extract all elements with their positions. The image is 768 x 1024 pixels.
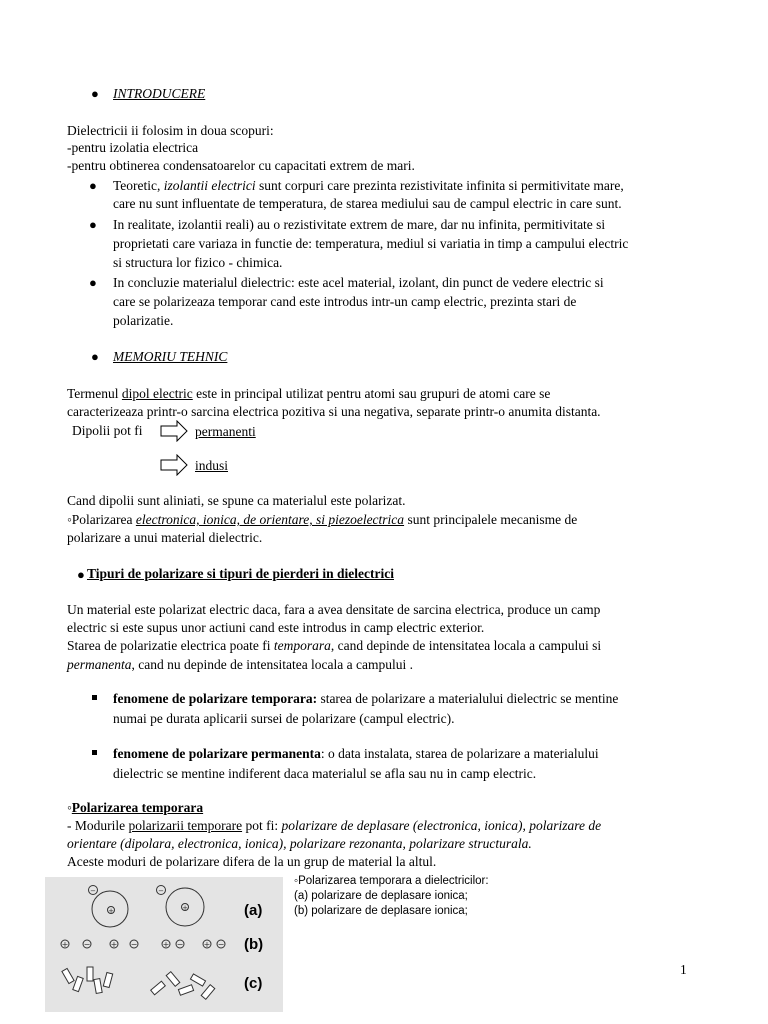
bullet-2-line-3: si structura lor fizico - chimica. [113, 255, 283, 270]
intro-line-3: -pentru obtinerea condensatoarelor cu capacitati extrem de mari. [67, 158, 415, 173]
svg-text:−: − [217, 940, 225, 949]
text: Teoretic, [113, 178, 161, 193]
square-bullet-icon [92, 750, 97, 755]
bullet-icon: ● [89, 178, 97, 193]
text: ◦Polarizarea [67, 512, 133, 527]
text: este in principal utilizat pentru atomi sau grupuri de atomi care se [196, 386, 551, 401]
heading-polarizarea-temporara [67, 799, 203, 817]
figure-label-b: (b) [244, 936, 264, 953]
text: Starea de polarizatie electrica poate fi [67, 638, 271, 653]
bullet-icon: ● [89, 217, 97, 232]
permanent-phenomena-line-1 [113, 745, 599, 763]
text: pot fi: [245, 818, 279, 833]
bullet-1-line-1 [113, 177, 624, 195]
bullet-3-line-3: polarizatie. [113, 313, 174, 328]
heading-tipuri-polarizare: Tipuri de polarizare si tipuri de pierderi in dielectrici [87, 566, 394, 581]
para-line-3 [67, 637, 601, 655]
heading-memoriu-tehnic: MEMORIU TEHNIC [113, 349, 228, 364]
text-underline: polarizarii temporare [128, 818, 243, 833]
figure-caption [294, 874, 489, 919]
bullet-icon: ● [89, 275, 97, 290]
svg-text:+: + [61, 940, 69, 949]
aligned-line: Cand dipolii sunt aliniati, se spune ca materialul este polarizat. [67, 493, 406, 508]
bullet-icon: ● [77, 567, 85, 582]
para-line-4 [67, 656, 413, 674]
square-bullet-icon [92, 695, 97, 700]
text: Termenul [67, 386, 119, 401]
svg-text:−: − [176, 940, 184, 949]
text: Polarizarea temporara [71, 800, 204, 815]
text: starea de polarizare a materialului dielectric se mentine [320, 691, 619, 706]
svg-text:−: − [90, 887, 96, 895]
modes-line-3: Aceste moduri de polarizare difera de la un grup de material la altul. [67, 854, 437, 869]
dipoli-label: Dipolii pot fi [72, 423, 143, 438]
text-bold: fenomene de polarizare temporara: [113, 691, 318, 706]
text: : o data instalata, starea de polarizare a materialului [320, 746, 599, 761]
intro-line-2: -pentru izolatia electrica [67, 140, 199, 155]
text: , cand depinde de intensitatea locala a campului si [330, 638, 602, 653]
modes-line-1 [67, 817, 601, 835]
text: - Modurile [67, 818, 126, 833]
text-bold: fenomene de polarizare permanenta [113, 746, 321, 761]
caption-line-2: (a) polarizare de deplasare ionica; [294, 890, 468, 902]
mechanisms-line-2: polarizare a unui material dielectric. [67, 530, 263, 545]
text-emphasis: polarizare de deplasare (electronica, ionica), polarizare de [281, 818, 602, 833]
para-line-2: electric si este supus unor actiuni cand este introdus in camp electric exterior. [67, 620, 485, 635]
svg-text:+: + [108, 907, 114, 915]
temporary-phenomena-line-1 [113, 690, 618, 708]
bullet-3-line-2: care se polarizeaza temporar cand este introdus intr-un camp electric, prezinta stari de [113, 294, 577, 309]
mechanisms-line-1 [67, 511, 577, 529]
svg-text:−: − [130, 940, 138, 949]
modes-line-2: orientare (dipolara, electronica, ionica), polarizare rezonanta, polarizare structurala. [67, 836, 532, 851]
text: , cand nu depinde de intensitatea locala a campului . [131, 657, 414, 672]
bullet-1-line-2: care nu sunt influentate de temperatura, de starea mediului sau de campul electric in care sunt. [113, 196, 622, 211]
dipol-line-2: caracterizeaza printr-o sarcina electrica pozitiva si una negativa, separate printr-o anumita distanta. [67, 404, 601, 419]
arrow-right-icon [160, 454, 188, 476]
svg-text:+: + [162, 940, 170, 949]
mechanism-types: electronica, ionica, de orientare, si piezoelectrica [135, 512, 405, 527]
svg-text:+: + [110, 940, 118, 949]
bullet-2-line-2: proprietati care variaza in functie de: temperatura, mediul si variatia in timp a campului electric [113, 236, 629, 251]
bullet-2-line-1: In realitate, izolantii reali) au o rezistivitate extrem de mare, dar nu infinita, permitivitate si [113, 217, 606, 232]
bullet-3-line-1: In concluzie materialul dielectric: este acel material, izolant, din punct de vedere electric si [113, 275, 604, 290]
svg-text:−: − [83, 940, 91, 949]
polarization-figure [45, 877, 283, 1012]
svg-text:+: + [203, 940, 211, 949]
dipol-option-indusi: indusi [195, 458, 229, 473]
text: sunt principalele mecanisme de [407, 512, 578, 527]
figure-label-c: (c) [244, 975, 263, 992]
text: ◦ [67, 800, 72, 815]
bullet-icon: ● [91, 349, 99, 364]
heading-introducere: INTRODUCERE [113, 86, 206, 101]
intro-line-1: Dielectricii ii folosim in doua scopuri: [67, 123, 274, 138]
caption-line-1: ◦Polarizarea temporara a dielectricilor: [294, 875, 489, 887]
text-emphasis: temporara [273, 638, 331, 653]
text-emphasis: permanenta [67, 657, 132, 672]
temporary-phenomena-line-2: numai pe durata aplicarii sursei de polarizare (campul electric). [113, 711, 455, 726]
dipol-term: dipol electric [121, 386, 193, 401]
permanent-phenomena-line-2: dielectric se mentine indiferent daca materialul se afla sau nu in camp electric. [113, 766, 537, 781]
text: sunt corpuri care prezinta rezistivitate infinita si permitivitate mare, [259, 178, 624, 193]
figure-label-a: (a) [244, 902, 263, 919]
bullet-icon: ● [91, 86, 99, 101]
para-line-1: Un material este polarizat electric daca, fara a avea densitate de sarcina electrica, produce un camp [67, 602, 601, 617]
arrow-right-icon [160, 420, 188, 442]
dipol-line-1 [67, 385, 550, 403]
text-emphasis: izolantii electrici [163, 178, 256, 193]
caption-line-3: (b) polarizare de deplasare ionica; [294, 905, 468, 917]
svg-text:+: + [182, 904, 188, 912]
page-number: 1 [680, 962, 687, 977]
svg-text:−: − [158, 887, 164, 895]
dipol-option-permanenti: permanenti [195, 424, 256, 439]
